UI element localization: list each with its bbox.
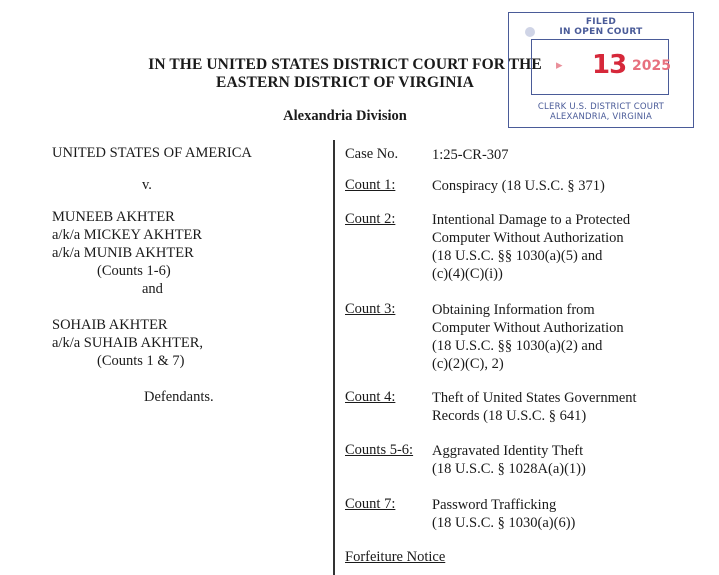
case-number: 1:25-CR-307 [432, 147, 509, 163]
count-7-desc [432, 496, 712, 532]
stamp-day: 13 [592, 50, 627, 80]
defendant1-alias2: a/k/a MUNIB AKHTER [52, 245, 194, 261]
count-4-desc [432, 389, 712, 425]
count-2-label: Count 2: [345, 211, 396, 227]
defendant1-alias1: a/k/a MICKEY AKHTER [52, 227, 203, 243]
count-2-desc-line: (c)(4)(C)(i)) [432, 266, 503, 282]
count-4-label: Count 4: [345, 389, 396, 405]
forfeiture-notice: Forfeiture Notice [345, 549, 446, 565]
stamp-date-box [531, 39, 669, 95]
division-title: Alexandria Division [283, 108, 407, 124]
count-3-desc-line: Obtaining Information from [432, 302, 595, 318]
plaintiff-name: UNITED STATES OF AMERICA [52, 145, 252, 161]
defendant2-name: SOHAIB AKHTER [52, 317, 168, 333]
count-7-desc-line: Password Trafficking [432, 497, 557, 513]
stamp-clerk-line2: ALEXANDRIA, VIRGINIA [549, 112, 653, 122]
court-title-line1: IN THE UNITED STATES DISTRICT COURT FOR THE [148, 56, 542, 73]
count-1-desc [432, 177, 712, 195]
case-number-label: Case No. [345, 146, 399, 162]
count-3-desc-line: (c)(2)(C), 2) [432, 356, 504, 372]
count-2-desc-line: (18 U.S.C. §§ 1030(a)(5) and [432, 248, 603, 264]
stamp-clerk-line1: CLERK U.S. DISTRICT COURT [537, 102, 665, 112]
count-5-6-desc-line: (18 U.S.C. § 1028A(a)(1)) [432, 461, 586, 477]
stamp-month-mark: ▸ [556, 58, 563, 73]
defendant1-name: MUNEEB AKHTER [52, 209, 175, 225]
stamp-filed: FILED [585, 17, 617, 27]
count-5-6-desc-line: Aggravated Identity Theft [432, 443, 584, 459]
count-7-label: Count 7: [345, 496, 396, 512]
count-1-label: Count 1: [345, 177, 396, 193]
defendant1-counts: (Counts 1-6) [97, 263, 171, 279]
count-3-desc [432, 301, 712, 373]
count-3-label: Count 3: [345, 301, 396, 317]
count-2-desc [432, 211, 712, 283]
stamp-clerk [509, 102, 693, 122]
count-3-desc-line: Computer Without Authorization [432, 320, 624, 336]
caption-divider [333, 140, 335, 575]
count-4-desc-line: Theft of United States Government [432, 390, 637, 406]
stamp-year: 2025 [632, 58, 671, 74]
count-4-desc-line: Records (18 U.S.C. § 641) [432, 408, 587, 424]
defendants-label: Defendants. [144, 389, 214, 405]
stamp-header [509, 17, 693, 37]
and-label: and [142, 281, 163, 297]
count-2-desc-line: Computer Without Authorization [432, 230, 624, 246]
count-5-6-label: Counts 5-6: [345, 442, 414, 458]
count-7-desc-line: (18 U.S.C. § 1030(a)(6)) [432, 515, 576, 531]
count-2-desc-line: Intentional Damage to a Protected [432, 212, 631, 228]
versus-label: v. [142, 177, 152, 193]
count-3-desc-line: (18 U.S.C. §§ 1030(a)(2) and [432, 338, 603, 354]
count-5-6-desc [432, 442, 712, 478]
defendant2-alias1: a/k/a SUHAIB AKHTER, [52, 335, 204, 351]
court-title-line2: EASTERN DISTRICT OF VIRGINIA [216, 74, 474, 91]
case-caption [52, 144, 322, 406]
defendant2-counts: (Counts 1 & 7) [97, 353, 185, 369]
stamp-in-open-court: IN OPEN COURT [559, 27, 643, 37]
filed-stamp [508, 12, 694, 128]
count-1-desc-line: Conspiracy (18 U.S.C. § 371) [432, 178, 605, 194]
